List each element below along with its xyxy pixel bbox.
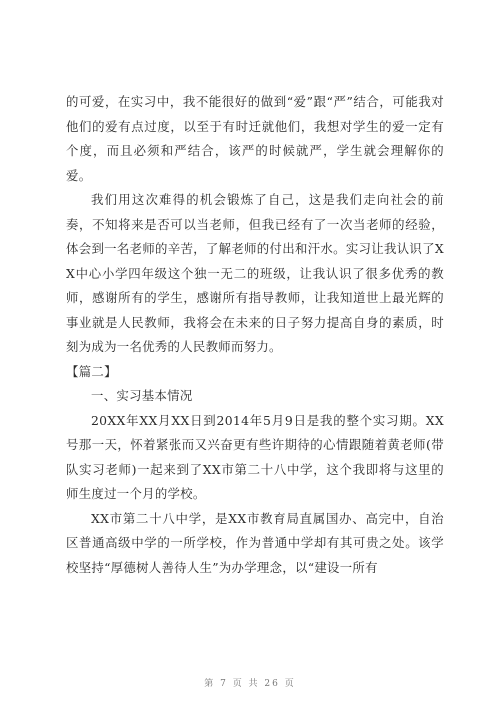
paragraph-school-intro: XX市第二十八中学，是XX市教育局直属国办、高完中，自治区普通高级中学的一所学校，作为普通中学却有其可贵之处。该学校坚持“厚德树人善待人生”为办学理念，以“建设一所有 (66, 510, 444, 575)
page-number: 第 7 页 共 26 页 (204, 679, 296, 689)
paragraph-continuation: 的可爱，在实习中，我不能很好的做到“爱”跟“严”结合，可能我对他们的爱有点过度，以至于有时迁就他们，我想对学生的爱一定有个度，而且必须和严结合，该严的时候就严，学生就会理解你的爱。 (66, 94, 444, 183)
paragraph-reflection: 我们用这次难得的机会锻炼了自己，这是我们走向社会的前奏，不知将来是否可以当老师，但我已经有了一次当老师的经验，体会到一名老师的辛苦，了解老师的付出和汗水。实习让我认识了XX中心小学四年级这个独一无二的班级，让我认识了很多优秀的教师，感谢所有的学生，感谢所有指导教师，让我知道世上最光辉的事业就是人民教师，我将会在未来的日子努力提高自身的素质，时刻为成为一名优秀的人民教师而努力。 (66, 192, 444, 354)
subsection-heading: 一、实习基本情况 (91, 388, 193, 403)
document-body (66, 90, 444, 580)
paragraph-internship-period: 20XX年XX月XX日到2014年5月9日是我的整个实习期。XX号那一天，怀着紧张而又兴奋更有些许期待的心情跟随着黄老师(带队实习老师)一起来到了XX市第二十八中学，这个我即将与这里的师生度过一个月的学校。 (66, 412, 444, 501)
section-heading: 【篇二】 (66, 363, 117, 379)
